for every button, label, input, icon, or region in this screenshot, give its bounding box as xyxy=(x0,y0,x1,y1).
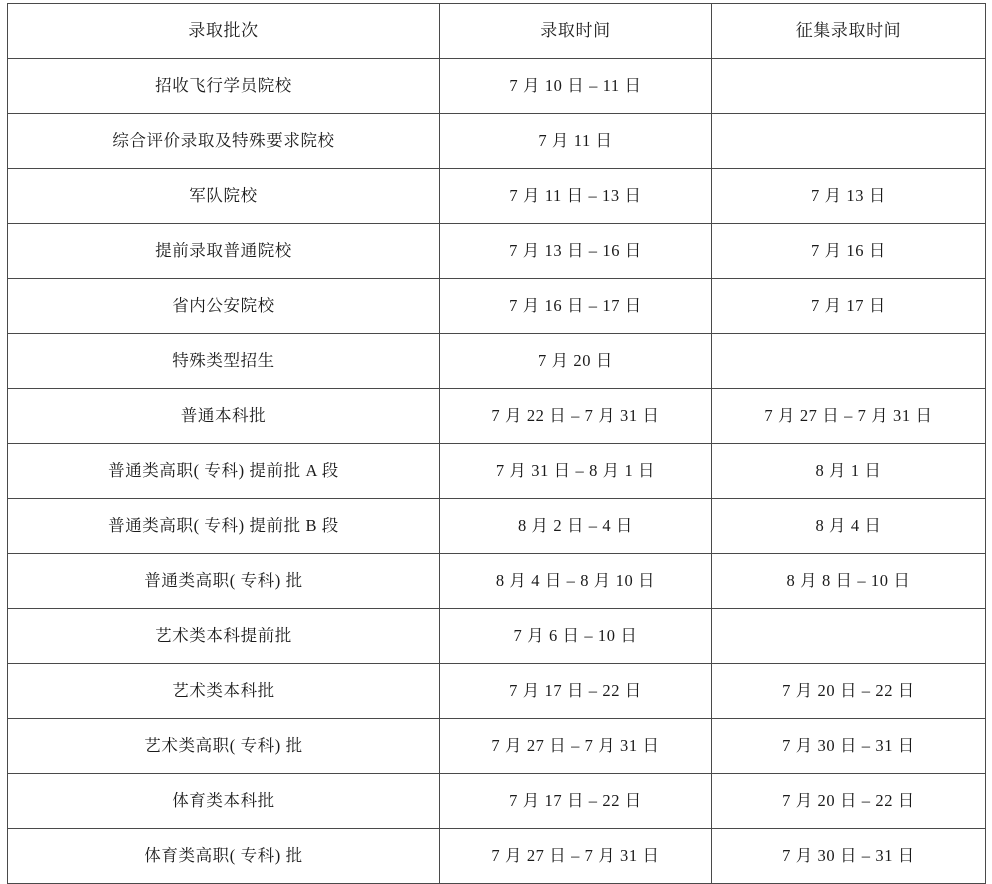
cell-admission-time: 7 月 31 日 – 8 月 1 日 xyxy=(440,444,712,499)
table-row xyxy=(8,169,986,224)
column-header-supplementary-time: 征集录取时间 xyxy=(712,4,986,59)
cell-supplementary-time: 8 月 4 日 xyxy=(712,499,986,554)
table-body xyxy=(8,59,986,884)
cell-supplementary-time: 7 月 13 日 xyxy=(712,169,986,224)
cell-batch: 艺术类本科提前批 xyxy=(8,609,440,664)
table-row xyxy=(8,279,986,334)
cell-batch: 普通本科批 xyxy=(8,389,440,444)
cell-admission-time: 7 月 20 日 xyxy=(440,334,712,389)
table-row xyxy=(8,829,986,884)
cell-batch: 军队院校 xyxy=(8,169,440,224)
cell-supplementary-time: 8 月 1 日 xyxy=(712,444,986,499)
cell-batch: 提前录取普通院校 xyxy=(8,224,440,279)
cell-admission-time: 8 月 4 日 – 8 月 10 日 xyxy=(440,554,712,609)
cell-batch: 综合评价录取及特殊要求院校 xyxy=(8,114,440,169)
cell-batch: 体育类高职( 专科) 批 xyxy=(8,829,440,884)
table-row xyxy=(8,609,986,664)
table-row xyxy=(8,59,986,114)
table-row xyxy=(8,114,986,169)
cell-batch: 招收飞行学员院校 xyxy=(8,59,440,114)
cell-batch: 普通类高职( 专科) 提前批 B 段 xyxy=(8,499,440,554)
table-header xyxy=(8,4,986,59)
cell-supplementary-time: 8 月 8 日 – 10 日 xyxy=(712,554,986,609)
cell-admission-time: 8 月 2 日 – 4 日 xyxy=(440,499,712,554)
cell-admission-time: 7 月 6 日 – 10 日 xyxy=(440,609,712,664)
cell-supplementary-time: 7 月 30 日 – 31 日 xyxy=(712,829,986,884)
cell-batch: 特殊类型招生 xyxy=(8,334,440,389)
cell-supplementary-time: 7 月 27 日 – 7 月 31 日 xyxy=(712,389,986,444)
cell-supplementary-time: 7 月 20 日 – 22 日 xyxy=(712,664,986,719)
table-row xyxy=(8,719,986,774)
table-row xyxy=(8,664,986,719)
cell-admission-time: 7 月 10 日 – 11 日 xyxy=(440,59,712,114)
table-row xyxy=(8,774,986,829)
column-header-admission-time: 录取时间 xyxy=(440,4,712,59)
cell-supplementary-time: 7 月 17 日 xyxy=(712,279,986,334)
cell-batch: 普通类高职( 专科) 提前批 A 段 xyxy=(8,444,440,499)
cell-admission-time: 7 月 13 日 – 16 日 xyxy=(440,224,712,279)
cell-batch: 普通类高职( 专科) 批 xyxy=(8,554,440,609)
cell-supplementary-time xyxy=(712,114,986,169)
column-header-batch: 录取批次 xyxy=(8,4,440,59)
cell-admission-time: 7 月 27 日 – 7 月 31 日 xyxy=(440,829,712,884)
table-row xyxy=(8,444,986,499)
cell-supplementary-time: 7 月 16 日 xyxy=(712,224,986,279)
cell-batch: 艺术类本科批 xyxy=(8,664,440,719)
cell-supplementary-time: 7 月 30 日 – 31 日 xyxy=(712,719,986,774)
cell-admission-time: 7 月 17 日 – 22 日 xyxy=(440,664,712,719)
table-row xyxy=(8,224,986,279)
cell-batch: 省内公安院校 xyxy=(8,279,440,334)
document-page xyxy=(0,3,992,876)
cell-supplementary-time xyxy=(712,334,986,389)
cell-batch: 体育类本科批 xyxy=(8,774,440,829)
cell-supplementary-time: 7 月 20 日 – 22 日 xyxy=(712,774,986,829)
cell-admission-time: 7 月 22 日 – 7 月 31 日 xyxy=(440,389,712,444)
admission-schedule-table xyxy=(7,3,986,884)
cell-admission-time: 7 月 16 日 – 17 日 xyxy=(440,279,712,334)
cell-supplementary-time xyxy=(712,609,986,664)
table-header-row xyxy=(8,4,986,59)
table-row xyxy=(8,389,986,444)
table-row xyxy=(8,554,986,609)
table-row xyxy=(8,334,986,389)
cell-admission-time: 7 月 17 日 – 22 日 xyxy=(440,774,712,829)
table-row xyxy=(8,499,986,554)
cell-supplementary-time xyxy=(712,59,986,114)
cell-admission-time: 7 月 11 日 xyxy=(440,114,712,169)
cell-admission-time: 7 月 11 日 – 13 日 xyxy=(440,169,712,224)
cell-admission-time: 7 月 27 日 – 7 月 31 日 xyxy=(440,719,712,774)
cell-batch: 艺术类高职( 专科) 批 xyxy=(8,719,440,774)
